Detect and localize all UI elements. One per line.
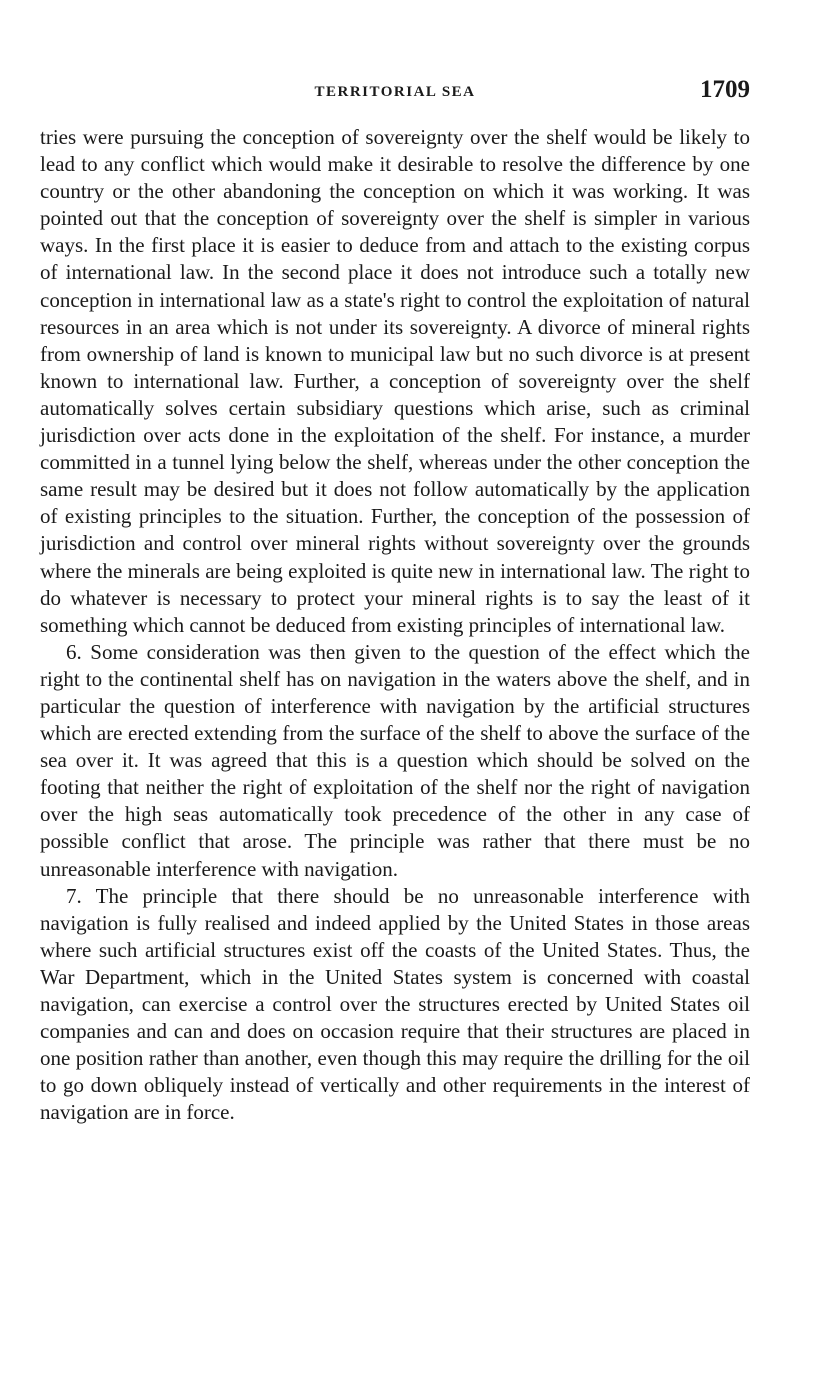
paragraph-continued: tries were pursuing the conception of sovereignty over the shelf would be likely to lead to any conflict which would make it desirable to resolve the difference by one country or the other abandoning the conception on which it was working. It was pointed out that the conception of sovereignty over the shelf is simpler in various ways. In the first place it is easier to deduce from and attach to the existing corpus of international law. In the second place it does not introduce such a totally new conception in international law as a state's right to control the exploitation of natural resources in an area which is not under its sovereignty. A divorce of mineral rights from ownership of land is known to municipal law but no such divorce is at present known to international law. Further, a conception of sovereignty over the shelf automatically solves certain subsidiary questions which arise, such as criminal jurisdiction over acts done in the exploitation of the shelf. For instance, a murder committed in a tunnel lying below the shelf, whereas under the other conception the same result may be desired but it does not follow automatically by the application of existing principles to the situation. Further, the conception of the possession of jurisdiction and control over mineral rights without sovereignty over the grounds where the minerals are being exploited is quite new in international law. The right to do whatever is necessary to protect your mineral rights is to say the least of it something which cannot be deduced from existing principles of international law. [40,125,750,637]
page-header [40,76,750,110]
body-text [40,124,750,1126]
page-number: 1709 [700,76,750,103]
paragraph-7: 7. The principle that there should be no unreasonable interference with navigation is fully realised and indeed applied by the United States in those areas where such artificial structures exist off the coasts of the United States. Thus, the War Department, which in the United States system is concerned with coastal navigation, can exercise a control over the structures erected by United States oil companies and can and does on occasion require that their structures are placed in one position rather than another, even though this may require the drilling for the oil to go down obliquely instead of vertically and other requirements in the interest of navigation are in force. [40,883,750,1125]
running-head: TERRITORIAL SEA [314,84,476,100]
paragraph-6: 6. Some consideration was then given to the question of the effect which the right to the continental shelf has on navigation in the waters above the shelf, and in particular the question of interference with navigation by the artificial structures which are erected extending from the surface of the shelf to above the surface of the sea over it. It was agreed that this is a question which should be solved on the footing that neither the right of exploitation of the shelf nor the right of navigation over the high seas automatically took precedence of the other in any case of possible conflict that arose. The principle was rather that there must be no unreasonable interference with navigation. [40,639,750,881]
